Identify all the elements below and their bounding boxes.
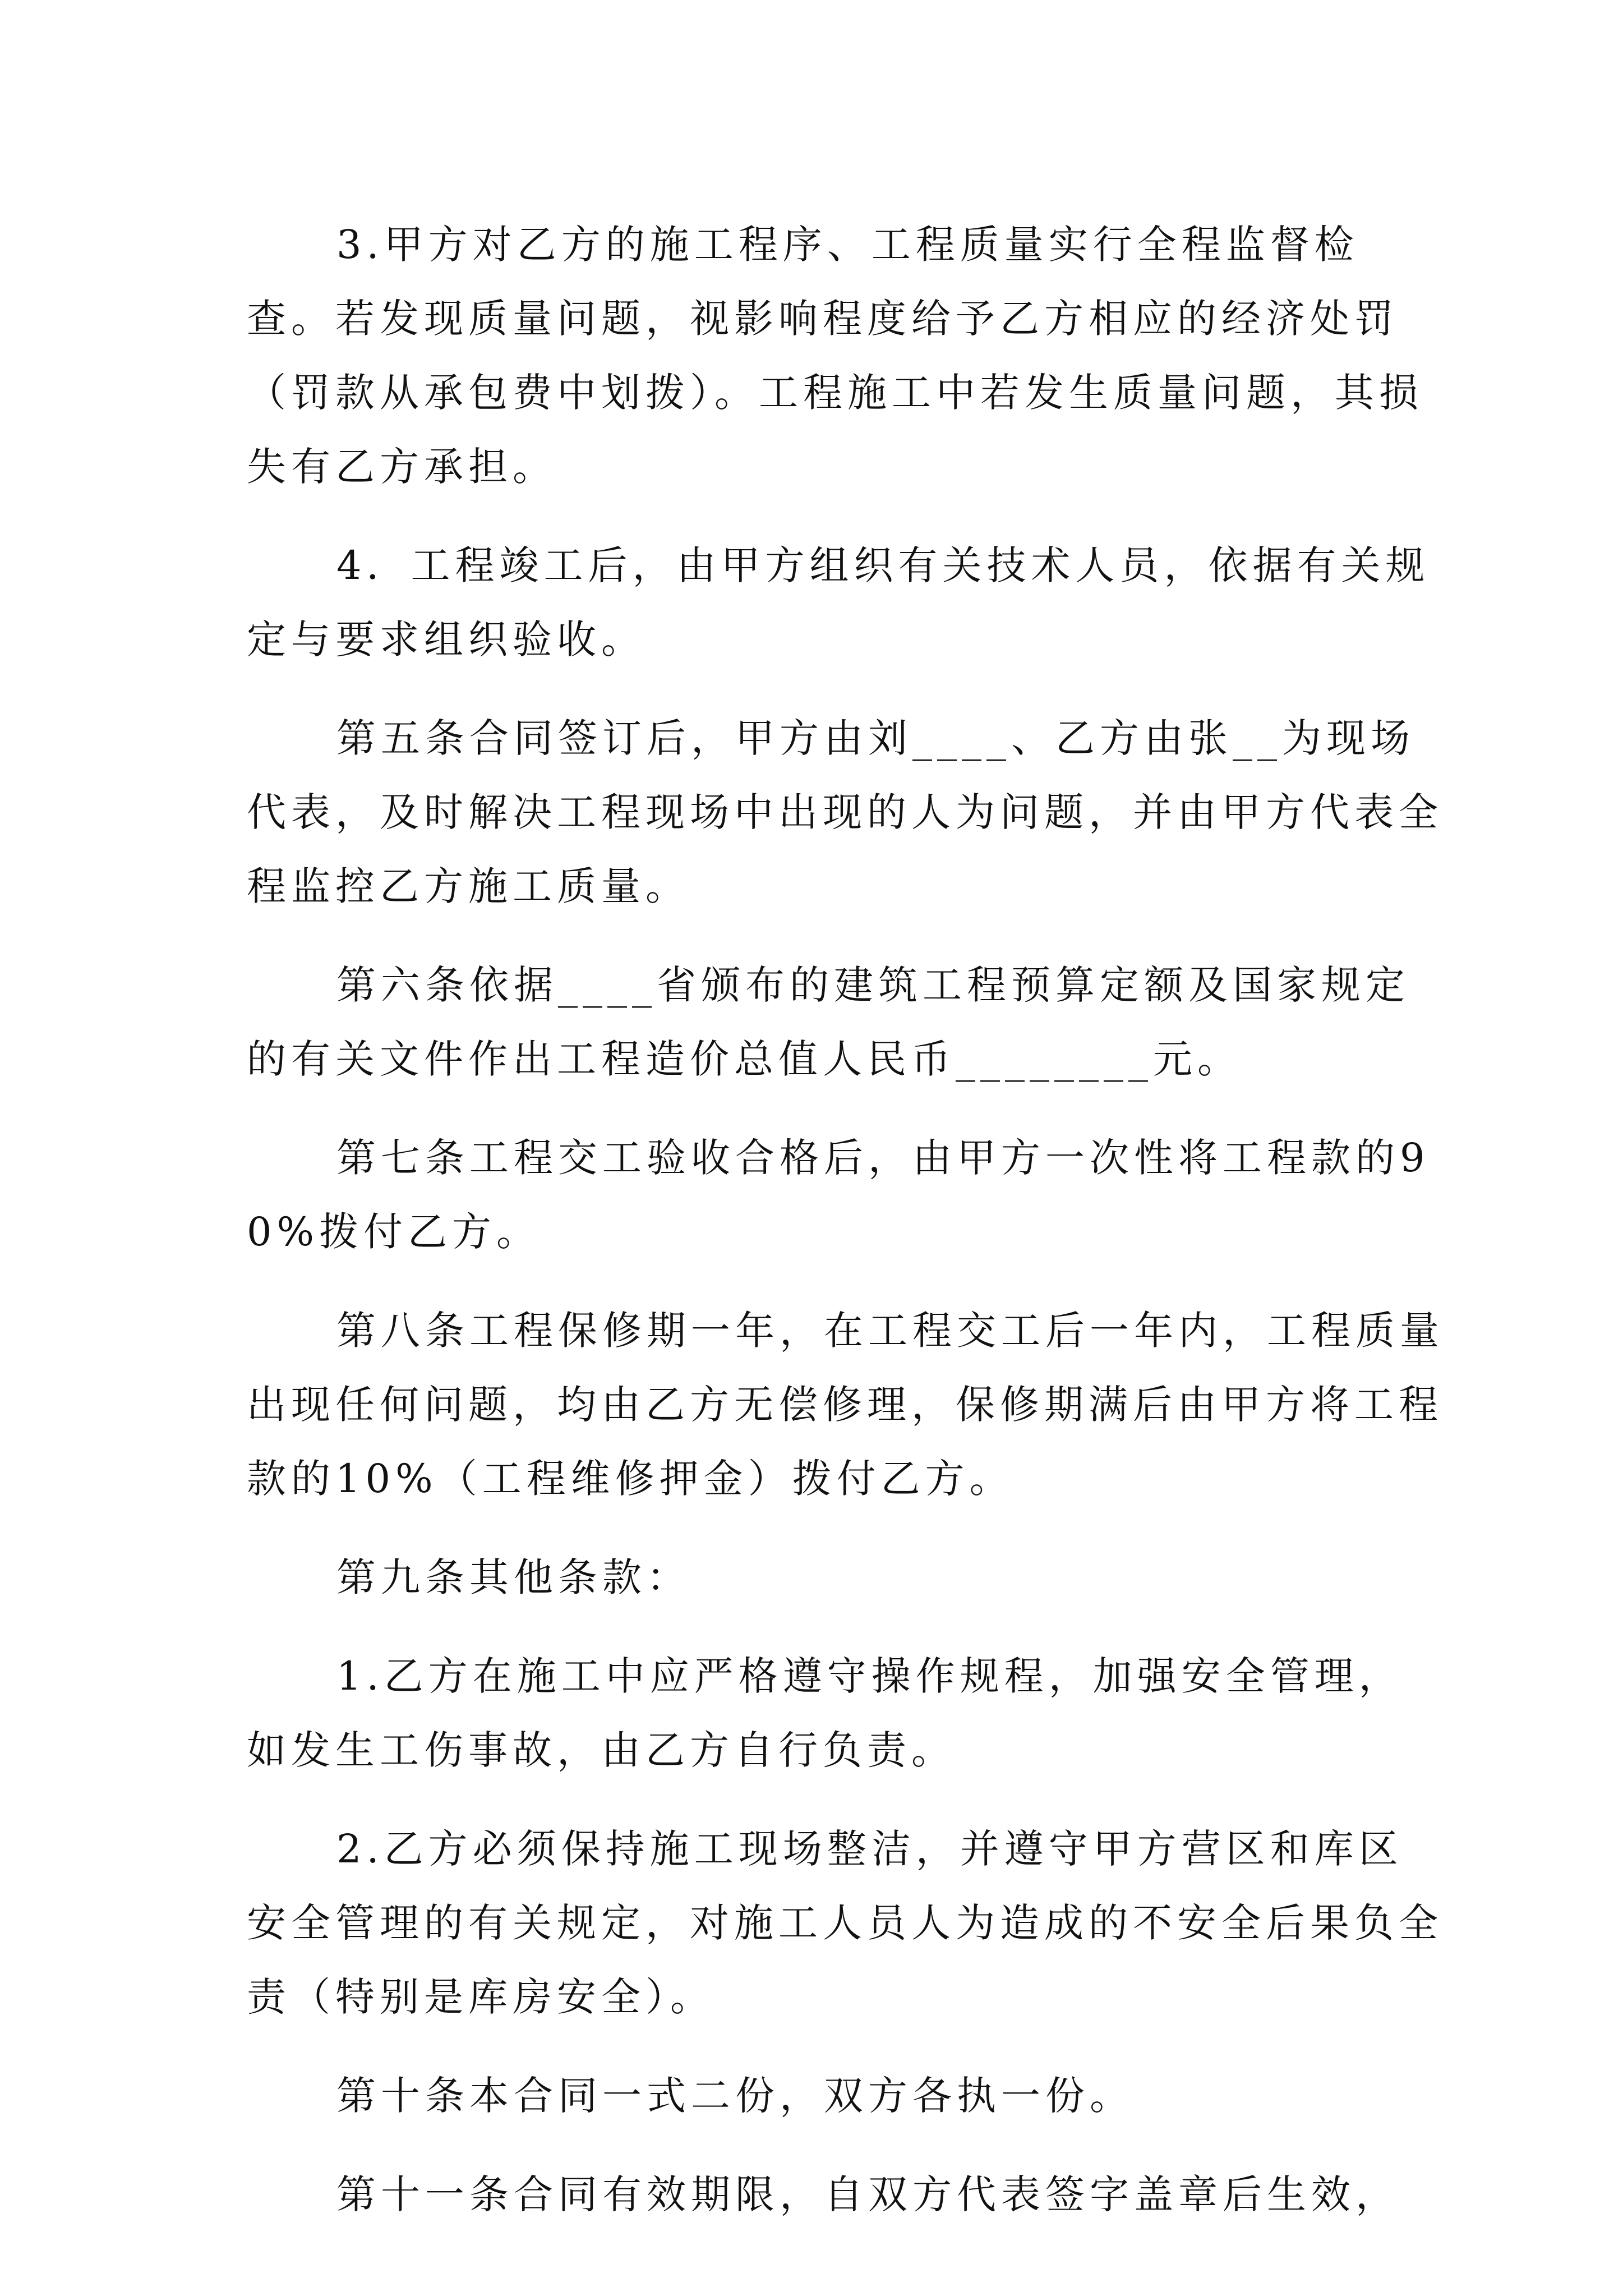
article-6-paragraph: 第六条依据____省颁布的建筑工程预算定额及国家规定的有关文件作出工程造价总值人民币________元。 bbox=[247, 962, 1410, 1082]
article-8-paragraph: 第八条工程保修期一年，在工程交工后一年内，工程质量出现任何问题，均由乙方无偿修理，保修期满后由甲方将工程款的10%（工程维修押金）拨付乙方。 bbox=[247, 1308, 1444, 1502]
article-9-heading: 第九条其他条款： bbox=[336, 1554, 691, 1600]
article-9-item-1: 1.乙方在施工中应严格遵守操作规程，加强安全管理，如发生工伤事故，由乙方自行负责。 bbox=[247, 1653, 1403, 1773]
article-5-paragraph: 第五条合同签订后，甲方由刘____、乙方由张__为现场代表，及时解决工程现场中出现的人为问题，并由甲方代表全程监控乙方施工质量。 bbox=[247, 715, 1443, 909]
article-7-paragraph: 第七条工程交工验收合格后，由甲方一次性将工程款的90%拨付乙方。 bbox=[247, 1135, 1430, 1255]
clause-paragraph-3: 3.甲方对乙方的施工程序、工程质量实行全程监督检查。若发现质量问题，视影响程度给予乙方相应的经济处罚（罚款从承包费中划拨）。工程施工中若发生质量问题，其损失有乙方承担。 bbox=[247, 222, 1423, 490]
clause-paragraph-4: 4．工程竣工后，由甲方组织有关技术人员，依据有关规定与要求组织验收。 bbox=[247, 542, 1430, 662]
document-body bbox=[247, 208, 1447, 2256]
article-10-paragraph: 第十条本合同一式二份，双方各执一份。 bbox=[336, 2073, 1134, 2119]
article-9-item-2: 2.乙方必须保持施工现场整洁，并遵守甲方营区和库区安全管理的有关规定，对施工人员人为造成的不安全后果负全责（特别是库房安全）。 bbox=[247, 1826, 1443, 2020]
article-11-paragraph: 第十一条合同有效期限，自双方代表签字盖章后生效， bbox=[336, 2171, 1400, 2217]
